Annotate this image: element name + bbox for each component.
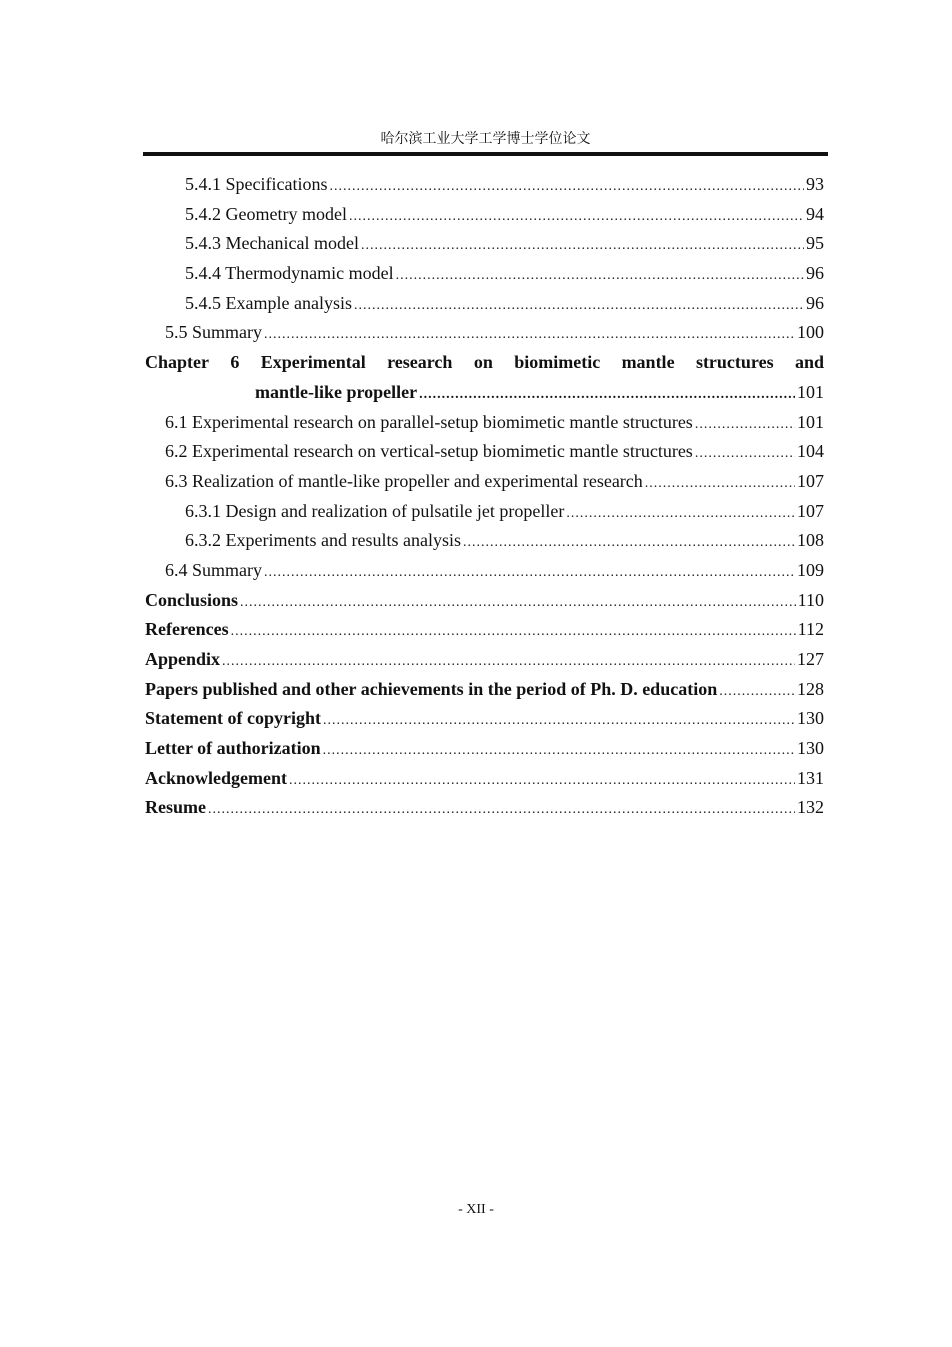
toc-chapter-word: Chapter — [145, 352, 209, 373]
toc-entry-page: 96 — [806, 263, 824, 284]
toc-entry-page: 104 — [797, 441, 824, 462]
toc-entry-title: 5.4.5 Example analysis — [185, 292, 352, 313]
toc-entry-title: 5.4.1 Specifications — [185, 174, 328, 194]
toc-entry-title: 6.2 Experimental research on vertical-setup biomimetic mantle structures — [165, 441, 693, 462]
toc-entry[interactable] — [145, 497, 824, 527]
toc-entry-page: 110 — [797, 589, 824, 610]
toc-entry[interactable] — [145, 675, 824, 705]
toc-chapter-word: on — [473, 352, 493, 373]
toc-entry-title: Appendix — [145, 649, 221, 669]
toc-entry[interactable] — [145, 793, 824, 823]
toc-chapter-word: research — [387, 352, 453, 373]
toc-leader-dots — [719, 677, 795, 707]
toc-chapter-word: structures — [695, 352, 774, 373]
toc-chapter-word: mantle — [621, 352, 675, 373]
toc-entry[interactable] — [145, 764, 824, 794]
toc-entry-title: mantle-like propeller — [255, 381, 418, 402]
toc-leader-dots — [566, 499, 795, 529]
toc-leader-dots — [323, 706, 795, 736]
toc-leader-dots — [695, 410, 795, 440]
toc-entry[interactable] — [145, 408, 824, 438]
toc-leader-dots — [323, 736, 795, 766]
header-rule — [143, 152, 828, 156]
toc-entry-page: 112 — [797, 619, 824, 640]
toc-entry-page: 108 — [797, 530, 824, 551]
toc-leader-dots — [329, 172, 804, 202]
toc-entry[interactable] — [145, 318, 824, 348]
toc-entry-page: 96 — [806, 292, 824, 313]
toc-entry-page: 132 — [797, 797, 824, 818]
toc-entry-page: 127 — [797, 649, 824, 669]
toc-entry[interactable] — [145, 734, 824, 764]
toc-leader-dots — [208, 795, 795, 825]
toc-leader-dots — [361, 231, 804, 261]
toc-entry[interactable] — [145, 200, 824, 230]
table-of-contents — [145, 170, 824, 823]
toc-chapter-word: 6 — [230, 352, 240, 373]
toc-entry-title: Acknowledgement — [145, 767, 287, 788]
toc-entry-title: Letter of authorization — [145, 738, 321, 759]
toc-leader-dots — [419, 380, 795, 410]
page-number: - XII - — [458, 1202, 494, 1217]
toc-entry-page: 101 — [797, 411, 824, 432]
toc-entry[interactable] — [145, 289, 824, 319]
toc-entry-title: 5.4.4 Thermodynamic model — [185, 263, 394, 284]
toc-entry-page: 130 — [797, 708, 824, 729]
toc-entry[interactable] — [145, 645, 824, 675]
toc-entry-title: 6.3 Realization of mantle-like propeller and experimental research — [165, 470, 643, 491]
toc-entry-page: 130 — [797, 738, 824, 759]
running-header: 哈尔滨工业大学工学博士学位论文 — [380, 132, 591, 147]
toc-entry-title: Resume — [145, 797, 206, 818]
toc-entry-title: References — [145, 619, 229, 640]
toc-chapter-word: biomimetic — [514, 352, 601, 373]
toc-entry-page: 100 — [797, 322, 824, 343]
toc-entry[interactable] — [145, 526, 824, 556]
toc-entry[interactable] — [145, 378, 824, 408]
toc-entry[interactable] — [145, 229, 824, 259]
toc-entry-page: 107 — [797, 500, 824, 521]
toc-leader-dots — [349, 202, 804, 232]
toc-entry-title: Conclusions — [145, 589, 239, 610]
toc-entry-title: 6.1 Experimental research on parallel-setup biomimetic mantle structures — [165, 411, 693, 432]
toc-entry[interactable] — [145, 259, 824, 289]
toc-entry-page: 131 — [797, 767, 824, 788]
toc-leader-dots — [463, 528, 795, 558]
toc-entry-page: 93 — [806, 174, 824, 194]
toc-entry-title: 5.4.2 Geometry model — [185, 203, 347, 224]
toc-leader-dots — [240, 588, 796, 618]
toc-entry-title: Papers published and other achievements in the period of Ph. D. education — [145, 678, 718, 699]
toc-entry-page: 107 — [797, 470, 824, 491]
toc-entry-title: Statement of copyright — [145, 708, 321, 729]
toc-leader-dots — [645, 469, 795, 499]
toc-entry-title: 6.3.2 Experiments and results analysis — [185, 530, 461, 551]
toc-leader-dots — [231, 617, 796, 647]
toc-leader-dots — [289, 766, 795, 796]
toc-chapter-word: Experimental — [260, 352, 366, 373]
toc-entry[interactable] — [145, 467, 824, 497]
toc-leader-dots — [264, 320, 795, 350]
toc-entry[interactable] — [145, 615, 824, 645]
toc-entry[interactable] — [145, 170, 824, 200]
toc-entry-page: 95 — [806, 233, 824, 254]
toc-entry[interactable] — [145, 586, 824, 616]
toc-entry[interactable] — [145, 556, 824, 586]
toc-leader-dots — [695, 439, 795, 469]
toc-leader-dots — [264, 558, 795, 588]
toc-leader-dots — [354, 291, 804, 321]
toc-chapter-word: and — [794, 352, 824, 373]
toc-entry-page: 94 — [806, 203, 824, 224]
toc-entry[interactable] — [145, 437, 824, 467]
toc-leader-dots — [396, 261, 804, 291]
toc-entry-page: 128 — [797, 678, 824, 699]
toc-entry[interactable] — [145, 704, 824, 734]
toc-entry-page: 109 — [797, 559, 824, 580]
toc-entry-title: 5.4.3 Mechanical model — [185, 233, 359, 254]
toc-entry-title: 5.5 Summary — [165, 322, 262, 343]
toc-entry-title: 6.4 Summary — [165, 559, 262, 580]
toc-entry-title: 6.3.1 Design and realization of pulsatile jet propeller — [185, 500, 565, 521]
toc-leader-dots — [222, 647, 795, 677]
toc-entry-page: 101 — [797, 381, 824, 402]
toc-chapter-heading[interactable] — [145, 348, 824, 378]
